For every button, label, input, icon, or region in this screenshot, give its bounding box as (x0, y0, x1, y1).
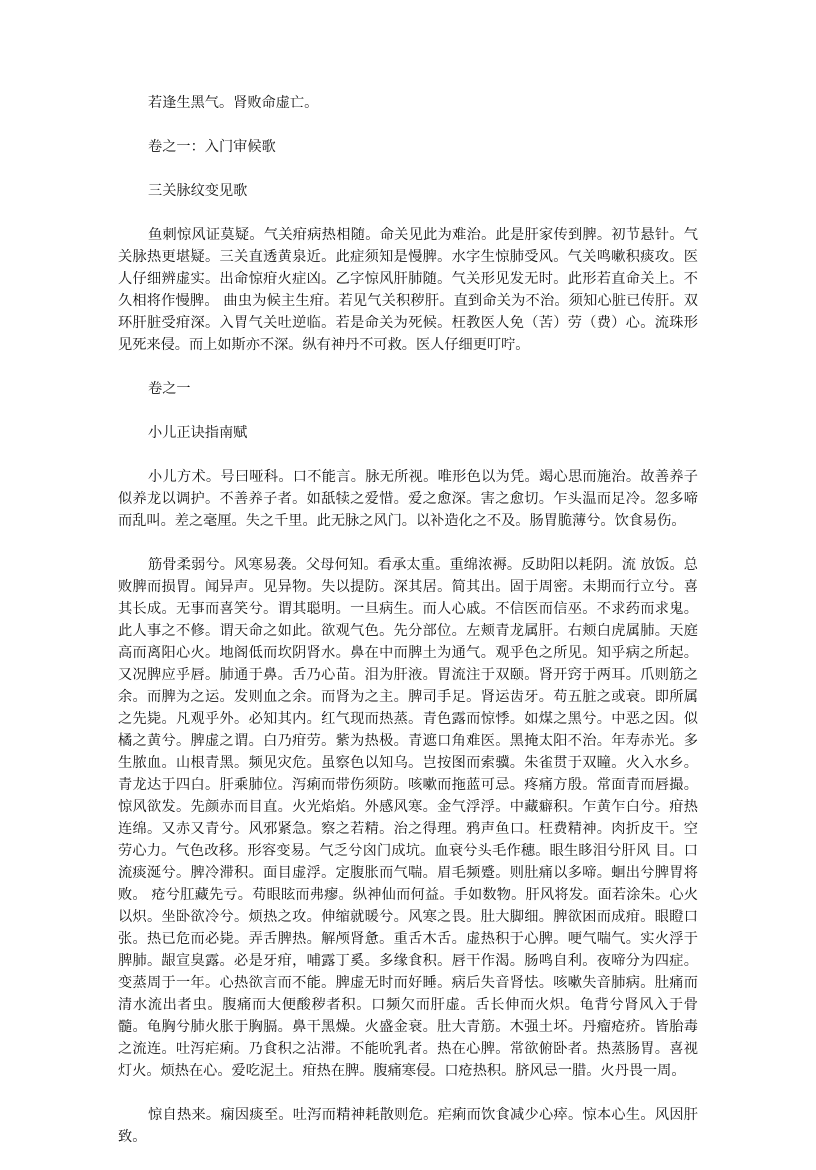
section-title: 卷之一：入门审候歌 (148, 139, 276, 155)
section-title: 卷之一 (148, 381, 191, 397)
body-paragraph: 小儿方术。号曰哑科。口不能言。脉无所视。唯形色以为凭。竭心思而施治。故善养子似养龙以调护。不善养子者。如舐犊之爱惜。爱之愈深。害之愈切。乍头温而足冷。忽多啼而乱叫。差之毫厘。失之千里。此无脉之风门。以补造化之不及。肠胃脆薄兮。饮食易伤。 (118, 469, 698, 529)
body-paragraph: 鱼刺惊风证莫疑。气关疳病热相随。命关见此为难治。此是肝家传到脾。初节悬针。气关脉热更堪疑。三关直透黄泉近。此症须知是慢脾。水字生惊肺受风。气关鸣嗽积痰攻。医人仔细辨虚实。出命惊疳火症凶。乙字惊风肝肺随。气关形见发无时。此形若直命关上。不久相将作慢脾。 曲虫为候主生疳。若见气关积秽肝。直到命关为不治。须知心脏已传肝。双环肝脏受疳深。入胃气关吐逆临。若是命关为死候。枉教医人免（苦）劳（费）心。流珠形见死来侵。而上如斯亦不深。纵有神丹不可救。医人仔细更叮咛。 (118, 227, 698, 353)
body-paragraph: 筋骨柔弱兮。风寒易袭。父母何知。看承太重。重绵浓褥。反助阳以耗阴。流 放饭。总败脾而损胃。闻异声。见异物。失以提防。深其居。简其出。固于周密。未期而行立兮。喜其长成。无事而喜笑兮。谓其聪明。一旦病生。而人心戚。不信医而信巫。不求药而求鬼。此人事之不修。谓天命之如此。欲观气色。先分部位。左颊青龙属肝。右颊白虎属肺。天庭高而离阳心火。地阁低而坎阴肾水。鼻在中而脾土为通气。观乎色之所见。知乎病之所起。又况脾应乎唇。肺通于鼻。舌乃心苗。泪为肝液。胃流注于双颐。肾开窍于两耳。爪则筋之余。而脾为之运。发则血之余。而肾为之主。脾司手足。肾运齿牙。苟五脏之或衰。即所属之先毙。凡观乎外。必知其内。红气现而热蒸。青色露而惊悸。如煤之黑兮。中恶之因。似橘之黄兮。脾虚之谓。白乃疳劳。紫为热极。青遮口角难医。黑掩太阳不治。年寿赤光。多生脓血。山根青黑。频见灾危。虽察色以知乌。岂按图而索骥。朱雀贯于双瞳。火入水乡。青龙达于四白。肝乘肺位。泻痢而带伤须防。咳嗽而拖蓝可忌。疼痛方殷。常面青而唇撮。惊风欲发。先颜赤而目直。火光焰焰。外感风寒。金气浮浮。中藏癖积。乍黄乍白兮。疳热连绵。又赤又青兮。风邪紧急。察之若精。治之得理。鸦声鱼口。枉费精神。肉折皮干。空劳心力。气色改移。形容变易。气乏兮囟门成坑。血衰兮头毛作穗。眼生眵泪兮肝风 目。口流痰涎兮。脾冷滞积。面目虚浮。定腹胀而气喘。眉毛频蹙。则肚痛以多啼。蛔出兮脾胃将败。 疮兮肛藏先亏。苟眼眩而弗瘳。纵神仙而何益。手如数物。肝风将发。面若涂朱。心火以炽。坐卧欲冷兮。烦热之攻。伸缩就暖兮。风寒之畏。肚大脚细。脾欲困而成疳。眼瞪口张。热已危而必毙。弄舌脾热。解颅肾惫。重舌木舌。虚热积于心脾。哽气喘气。实火浮于脾肺。龈宣臭露。必是牙疳，哺露丁奚。多缘食积。唇干作渴。肠鸣自利。夜啼分为四症。变蒸周于一年。心热欲言而不能。脾虚无时而好睡。病后失音肾怯。咳嗽失音肺病。肚痛而清水流出者虫。腹痛而大便酸秽者积。口频欠而肝虚。舌长伸而火炽。龟背兮肾风入于骨髓。龟胸兮肺火胀于胸膈。鼻干黑燥。火盛金衰。肚大青筋。木强土坏。丹瘤疮疥。皆胎毒之流连。吐泻疟痢。乃食积之沾滞。不能吮乳者。热在心脾。常欲俯卧者。热蒸肠胃。喜视灯火。烦热在心。爱吃泥土。疳热在脾。腹痛寒侵。口疮热积。脐风忌一腊。火丹畏一周。 (118, 557, 698, 1079)
body-paragraph: 惊自热来。痫因痰至。吐泻而精神耗散则危。疟痢而饮食减少心瘁。惊本心生。风因肝致。 (118, 1107, 698, 1145)
opening-line: 若逢生黑气。肾败命虚亡。 (148, 95, 319, 111)
subsection-title: 三关脉纹变见歌 (148, 183, 248, 199)
subsection-title: 小儿正诀指南赋 (148, 425, 248, 441)
document-page (118, 92, 698, 1170)
